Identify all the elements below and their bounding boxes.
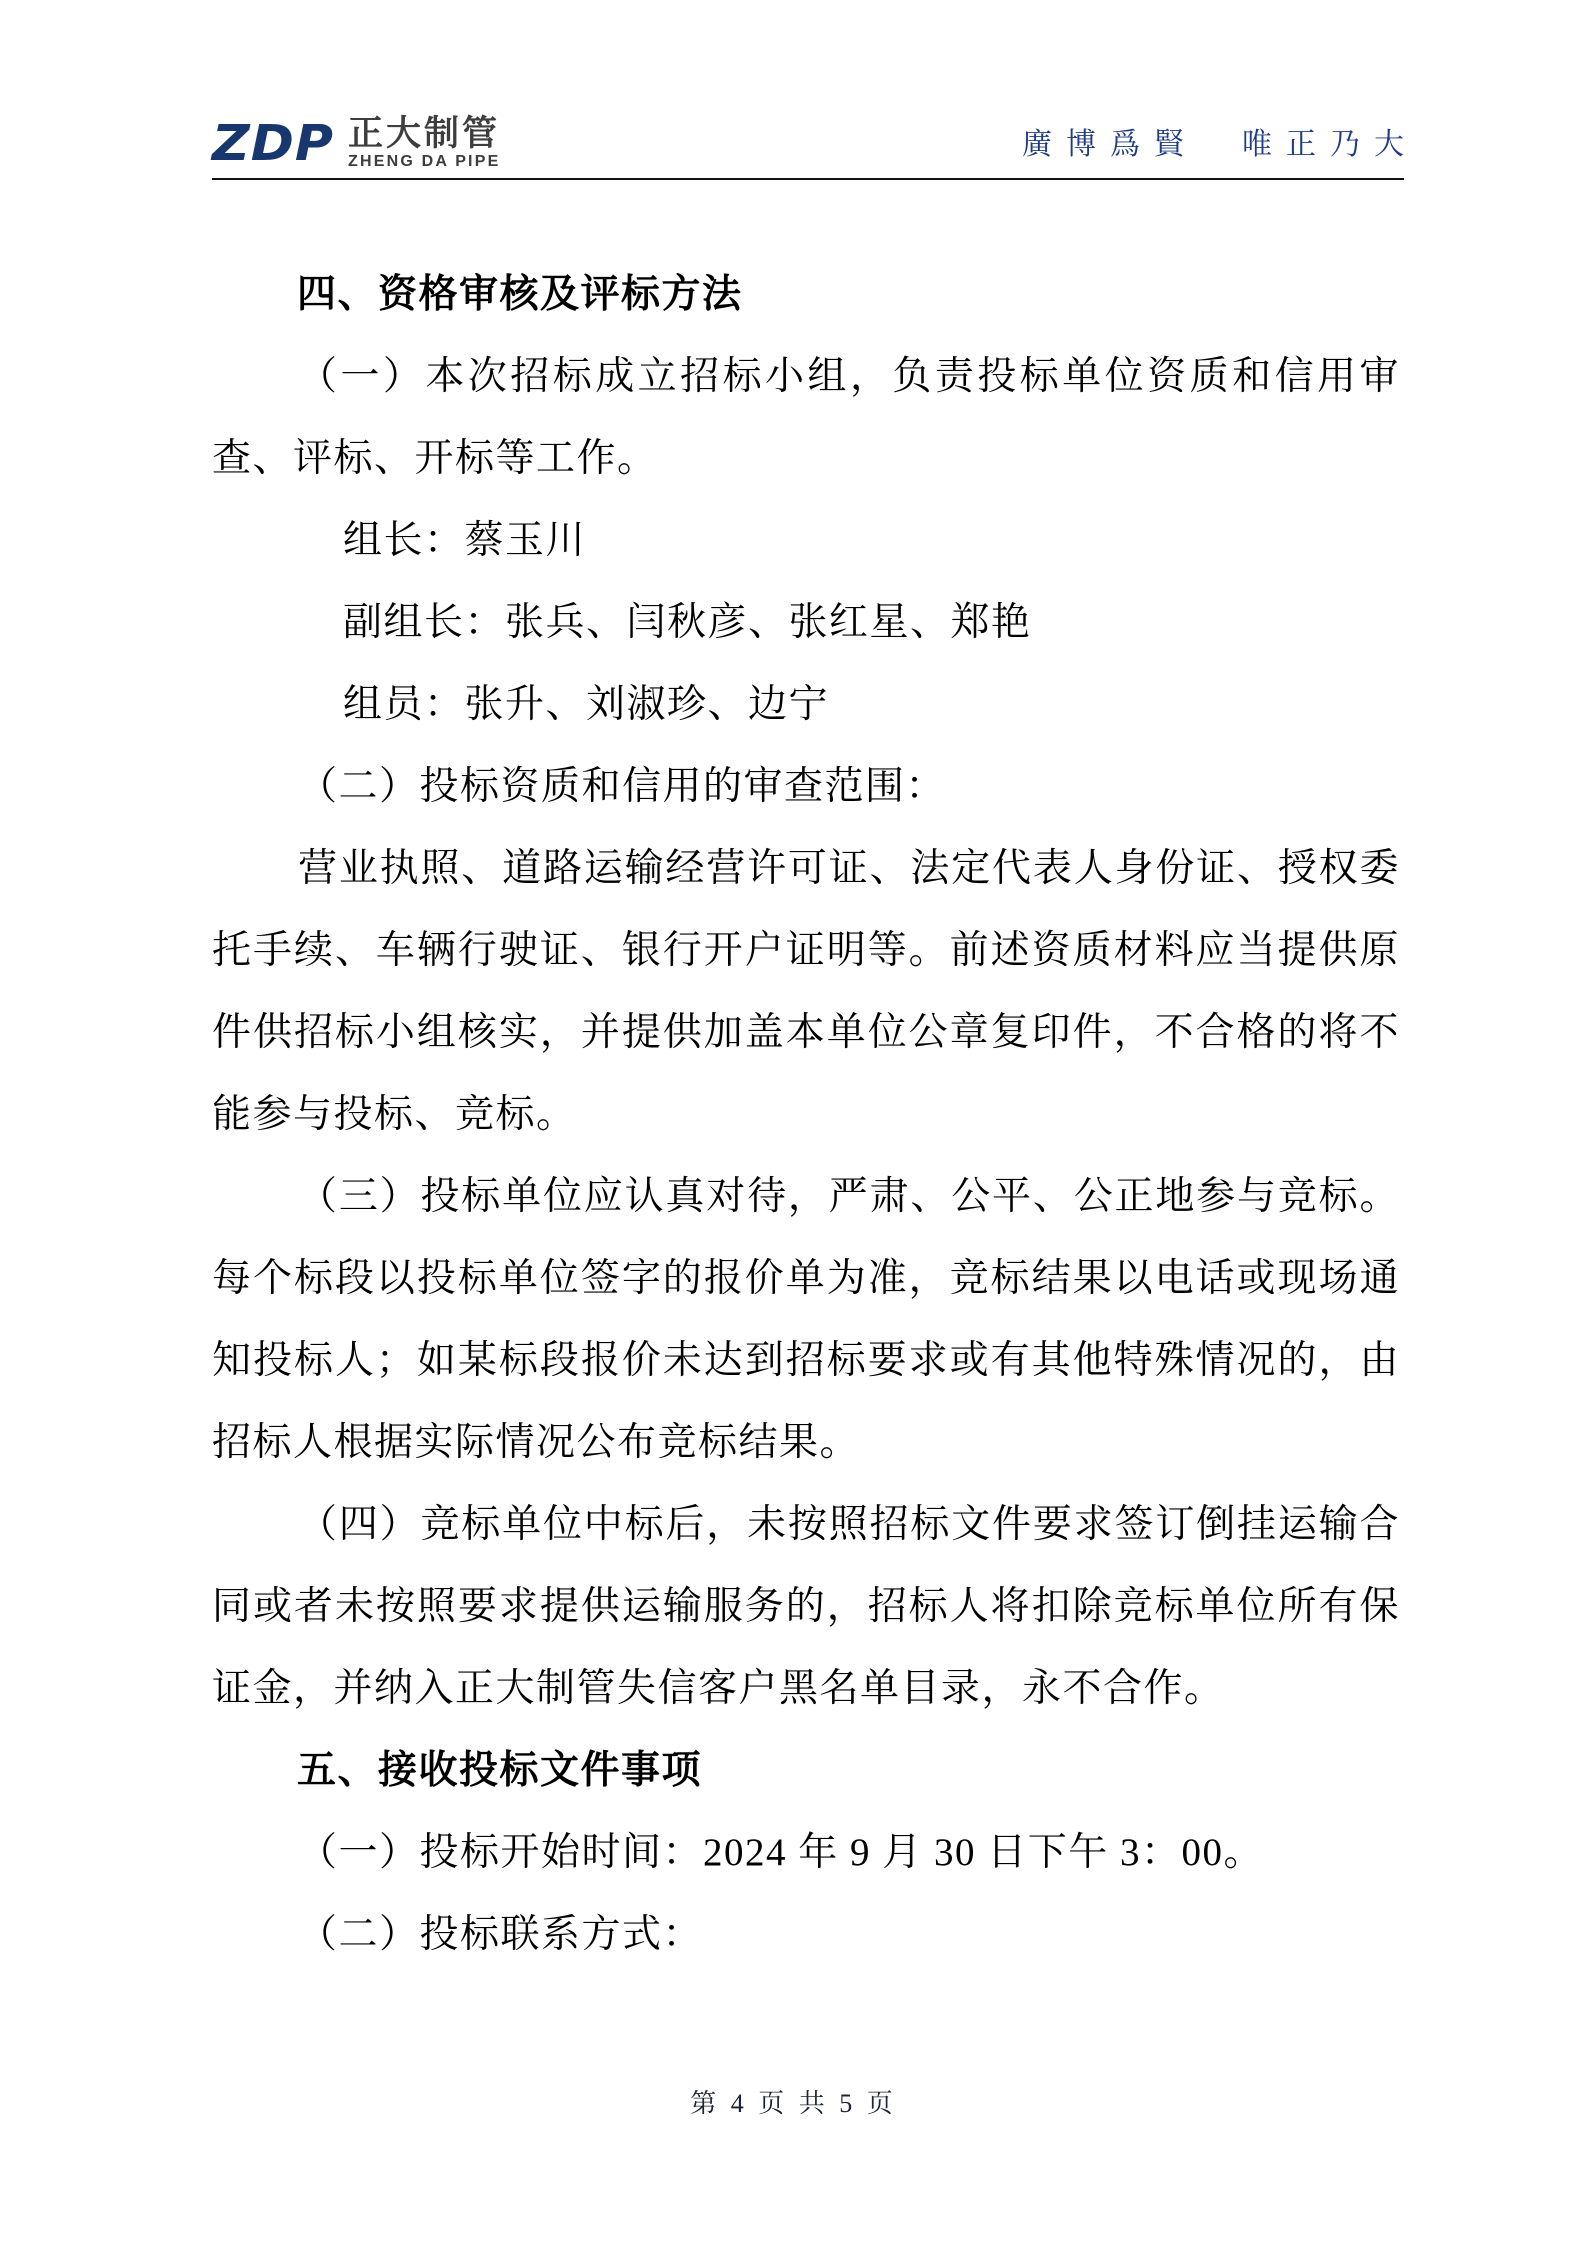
body-paragraph: （四）竞标单位中标后，未按照招标文件要求签订倒挂运输合同或者未按照要求提供运输服务的，招标人将扣除竞标单位所有保证金，并纳入正大制管失信客户黑名单目录，永不合作。 [212, 1503, 1400, 1710]
page-number: 第 4 页 共 5 页 [690, 2089, 897, 2118]
document-body [212, 254, 1400, 1976]
company-name-en: ZHENG DA PIPE [347, 153, 501, 170]
company-slogan: 廣博爲賢 唯正乃大 [1022, 128, 1418, 161]
zdp-logo: ZDP [212, 115, 334, 172]
letterhead [212, 116, 500, 171]
member-line: 组长：蔡玉川 [343, 519, 587, 562]
body-paragraph: （二）投标联系方式： [298, 1913, 704, 1956]
body-paragraph: （一）本次招标成立招标小组，负责投标单位资质和信用审查、评标、开标等工作。 [212, 355, 1400, 480]
body-paragraph: （二）投标资质和信用的审查范围： [298, 765, 947, 808]
member-line: 副组长：张兵、闫秋彦、张红星、郑艳 [343, 601, 1032, 644]
body-paragraph: （一）投标开始时间：2024 年 9 月 30 日下午 3：00。 [298, 1831, 1265, 1874]
body-paragraph: （三）投标单位应认真对待，严肃、公平、公正地参与竞标。每个标段以投标单位签字的报价单为准，竞标结果以电话或现场通知投标人；如某标段报价未达到招标要求或有其他特殊情况的，由招标人根据实际情况公布竞标结果。 [212, 1175, 1400, 1464]
section-heading: 四、资格审核及评标方法 [297, 273, 743, 316]
company-name-cn: 正大制管 [347, 114, 500, 154]
section-heading: 五、接收投标文件事项 [297, 1749, 703, 1792]
member-line: 组员：张升、刘淑珍、边宁 [343, 683, 830, 726]
body-paragraph: 营业执照、道路运输经营许可证、法定代表人身份证、授权委托手续、车辆行驶证、银行开户证明等。前述资质材料应当提供原件供招标小组核实，并提供加盖本单位公章复印件，不合格的将不能参与投标、竞标。 [212, 847, 1400, 1136]
header-divider [212, 178, 1404, 180]
logo-text-block [348, 116, 500, 171]
